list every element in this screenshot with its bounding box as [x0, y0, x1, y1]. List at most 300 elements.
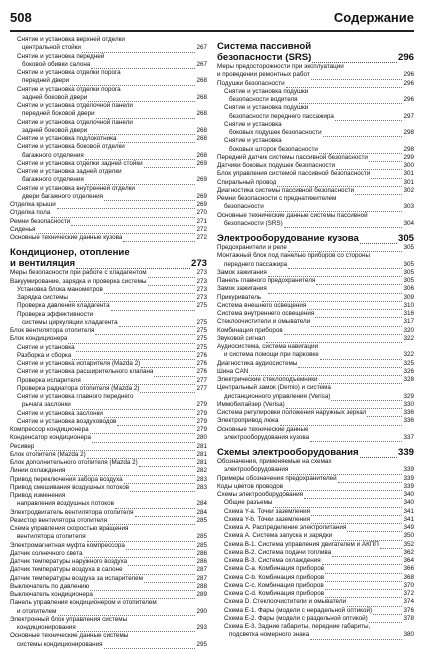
toc-entry[interactable]: [10, 143, 207, 151]
section-page-number: 296: [397, 52, 414, 63]
toc-entry-page: 368: [403, 573, 414, 581]
toc-entry[interactable]: [217, 170, 414, 178]
toc-entry[interactable]: [10, 86, 207, 94]
toc-entry[interactable]: [217, 269, 414, 277]
toc-entry[interactable]: [217, 516, 414, 524]
toc-entry[interactable]: [217, 335, 414, 343]
dot-leader: [323, 130, 403, 137]
toc-entry[interactable]: [10, 119, 207, 127]
toc-entry-title: Панель главного предохранителя: [217, 277, 316, 284]
toc-entry[interactable]: [217, 475, 414, 483]
toc-entry[interactable]: [10, 152, 207, 160]
toc-column-right: [217, 36, 414, 640]
toc-entry[interactable]: [217, 294, 414, 302]
page-header: [10, 8, 414, 30]
toc-entry-title: Отделка пола: [10, 209, 51, 217]
toc-entry-title: системы кондиционирования: [17, 640, 103, 648]
toc-entry[interactable]: [10, 36, 207, 44]
toc-entry-page: 306: [403, 285, 414, 293]
toc-entry-title: Схема E-3. Задние габариты, передние габариты,: [224, 623, 371, 630]
dot-leader: [128, 559, 195, 566]
toc-entry-page: 277: [196, 376, 207, 384]
toc-entry-title: Снятие и установка заслонки: [17, 409, 103, 417]
toc-entry[interactable]: [10, 102, 207, 110]
toc-entry[interactable]: [217, 154, 414, 162]
toc-entry[interactable]: [217, 565, 414, 573]
toc-entry[interactable]: [217, 220, 414, 228]
toc-entry-title: Датчик температуры наружного воздуха: [10, 558, 128, 565]
toc-entry[interactable]: [10, 451, 207, 459]
dot-leader: [119, 320, 196, 327]
toc-entry[interactable]: [217, 623, 414, 631]
toc-entry[interactable]: [217, 508, 414, 516]
toc-entry-title: системы циркуляции хладагента: [22, 318, 118, 326]
toc-entry[interactable]: [217, 310, 414, 318]
toc-entry[interactable]: [10, 294, 207, 302]
toc-entry-page: 364: [403, 557, 414, 564]
toc-entry[interactable]: [217, 71, 414, 79]
toc-entry-title: Меры безопасности при работе с хладагентом: [10, 269, 147, 277]
toc-entry[interactable]: [217, 244, 414, 252]
dot-leader: [311, 320, 402, 327]
toc-entry-title: Снятие и установка подлокотника: [17, 135, 117, 142]
toc-entry[interactable]: [217, 393, 414, 401]
toc-entry[interactable]: [10, 599, 207, 607]
toc-entry[interactable]: [217, 351, 414, 359]
toc-entry-page: 317: [403, 318, 414, 326]
toc-entry-title: Схема E-2. Фары (модели с раздельной оптикой): [224, 614, 368, 622]
toc-entry[interactable]: [217, 360, 414, 368]
dot-leader: [289, 468, 402, 475]
toc-entry[interactable]: [10, 185, 207, 193]
toc-entry[interactable]: [217, 631, 414, 639]
toc-entry-page: 271: [196, 217, 207, 225]
toc-entry-page: 336: [403, 417, 414, 425]
toc-entry-title: Конденсатор кондиционера: [10, 434, 91, 442]
dot-leader: [130, 485, 195, 492]
toc-entry[interactable]: [10, 591, 207, 599]
toc-entry-page: 285: [196, 533, 207, 541]
toc-entry[interactable]: [10, 278, 207, 286]
dot-leader: [360, 448, 397, 458]
toc-entry[interactable]: [10, 550, 207, 558]
toc-entry-page: 309: [403, 293, 414, 301]
toc-entry[interactable]: [10, 160, 207, 168]
dot-leader: [249, 369, 402, 376]
toc-entry[interactable]: [217, 557, 414, 565]
toc-entry[interactable]: [217, 285, 414, 293]
toc-entry-page: 273: [196, 269, 207, 277]
section-title-text: и вентиляция: [10, 258, 76, 270]
toc-entry[interactable]: [217, 615, 414, 623]
dot-leader: [280, 419, 403, 426]
dot-leader: [90, 584, 195, 591]
dot-leader: [36, 227, 195, 234]
toc-entry[interactable]: [217, 252, 414, 260]
toc-entry[interactable]: [217, 96, 414, 104]
toc-entry-page: 297: [403, 112, 414, 120]
toc-entry[interactable]: [10, 69, 207, 77]
toc-entry[interactable]: [217, 426, 414, 434]
toc-entry-title: Выключатель по давлению: [10, 582, 90, 590]
toc-entry-title: Блок дополнительного отопителя (Mazda 2): [10, 459, 138, 466]
toc-entry[interactable]: [10, 608, 207, 616]
toc-entry[interactable]: [217, 162, 414, 170]
toc-entry-title: безопасности (SRS): [224, 219, 283, 227]
dot-leader: [92, 436, 195, 443]
toc-entry-page: 374: [403, 598, 414, 606]
dot-leader: [124, 568, 196, 575]
toc-entry-title: Датчики боковых подушек безопасности: [217, 162, 335, 169]
toc-entry-page: 287: [196, 574, 207, 582]
toc-entry[interactable]: [217, 195, 414, 203]
dot-leader: [88, 95, 195, 102]
toc-entry[interactable]: [217, 302, 414, 310]
toc-entry-title: задней боковой двери: [22, 126, 88, 134]
toc-entry[interactable]: [217, 104, 414, 112]
dot-leader: [380, 542, 403, 549]
toc-entry[interactable]: [10, 201, 207, 209]
toc-entry-title: Основные технические данные системы пассивной: [217, 211, 368, 219]
toc-entry-page: 298: [403, 129, 414, 136]
toc-entry[interactable]: [10, 368, 207, 376]
toc-entry[interactable]: [217, 203, 414, 211]
dot-leader: [367, 410, 402, 417]
toc-entry[interactable]: [217, 179, 414, 187]
toc-entry[interactable]: [10, 500, 207, 508]
dot-leader: [347, 525, 402, 532]
toc-entry-title: Снятие и установка главного переднего: [17, 393, 134, 400]
toc-entry[interactable]: [10, 61, 207, 69]
toc-entry[interactable]: [217, 384, 414, 392]
dot-leader: [284, 221, 403, 228]
toc-entry-title: Снятие и установка расширительного клапана: [17, 368, 154, 376]
toc-entry-page: 340: [403, 491, 414, 498]
toc-entry-page: 281: [196, 450, 207, 458]
toc-entry[interactable]: [10, 632, 207, 640]
toc-entry[interactable]: [10, 426, 207, 434]
toc-entry-page: 283: [196, 475, 207, 483]
toc-entry[interactable]: [217, 137, 414, 145]
toc-entry-title: Снятие и установка отделочной панели: [17, 102, 133, 109]
toc-entry[interactable]: [217, 318, 414, 326]
toc-entry-title: электрооборудования: [224, 466, 289, 474]
toc-entry-page: 366: [403, 565, 414, 573]
toc-entry[interactable]: [10, 44, 207, 52]
section-heading: [217, 233, 414, 244]
dot-leader: [57, 202, 196, 209]
toc-entry-page: 341: [403, 507, 414, 515]
toc-entry[interactable]: [217, 368, 414, 376]
toc-entry[interactable]: [10, 484, 207, 492]
toc-entry[interactable]: [217, 113, 414, 121]
toc-entry[interactable]: [217, 549, 414, 557]
section-heading: [217, 447, 414, 458]
toc-entry[interactable]: [10, 401, 207, 409]
toc-entry-page: 268: [196, 93, 207, 101]
toc-entry-page: 320: [403, 326, 414, 334]
dot-leader: [299, 97, 403, 104]
toc-entry[interactable]: [10, 583, 207, 591]
toc-entry-title: Схема A. Распределение электропитания: [224, 524, 347, 531]
toc-entry[interactable]: [217, 524, 414, 532]
toc-entry[interactable]: [10, 410, 207, 418]
toc-entry-page: 268: [196, 135, 207, 142]
toc-entry[interactable]: [217, 491, 414, 499]
toc-entry[interactable]: [217, 607, 414, 615]
toc-entry-page: 273: [196, 277, 207, 285]
toc-entry[interactable]: [10, 418, 207, 426]
toc-entry-title: Вакуумирование, зарядка и проверка системы: [10, 277, 147, 285]
toc-entry[interactable]: [10, 335, 207, 343]
toc-entry-page: 296: [403, 96, 414, 103]
toc-entry-title: Замок зажигания: [217, 285, 267, 293]
toc-entry-title: Передний датчик системы пассивной безопасности: [217, 153, 368, 161]
toc-entry-title: Монтажный блок под панелью приборов со стороны: [217, 252, 371, 260]
toc-entry[interactable]: [10, 525, 207, 533]
toc-entry[interactable]: [217, 277, 414, 285]
toc-entry[interactable]: [217, 401, 414, 409]
toc-entry-title: Основные технические данные системы: [10, 632, 129, 640]
dot-leader: [262, 295, 402, 302]
toc-entry[interactable]: [10, 218, 207, 226]
toc-entry[interactable]: [10, 443, 207, 451]
toc-entry[interactable]: [10, 269, 207, 277]
dot-leader: [284, 484, 402, 491]
dot-leader: [85, 178, 196, 185]
toc-entry-title: Привод изменения: [10, 492, 66, 499]
toc-entry[interactable]: [217, 483, 414, 491]
dot-leader: [312, 53, 397, 63]
toc-entry-page: 279: [196, 409, 207, 417]
toc-entry[interactable]: [10, 616, 207, 624]
toc-entry-page: 281: [196, 442, 207, 450]
dot-leader: [319, 377, 403, 384]
toc-entry[interactable]: [10, 641, 207, 649]
toc-entry-title: Предохранители и реле: [217, 244, 287, 251]
toc-entry[interactable]: [10, 77, 207, 85]
toc-entry[interactable]: [217, 417, 414, 425]
dot-leader: [310, 633, 402, 640]
toc-entry-title: Резистор вентилятора отопителя: [10, 516, 108, 524]
toc-entry-title: Компрессор кондиционера: [10, 426, 89, 433]
toc-entry[interactable]: [217, 409, 414, 417]
section-title-text: безопасности (SRS): [217, 52, 312, 63]
toc-entry[interactable]: [10, 434, 207, 442]
toc-entry[interactable]: [10, 110, 207, 118]
toc-entry-title: Диагностика системы пассивной безопасности: [217, 186, 355, 194]
section-heading-line: [217, 233, 414, 244]
dot-leader: [288, 262, 402, 269]
section-title-text: Схемы электрооборудования: [217, 447, 359, 458]
toc-entry[interactable]: [10, 311, 207, 319]
toc-entry[interactable]: [10, 135, 207, 143]
toc-entry[interactable]: [10, 234, 207, 242]
dot-leader: [115, 502, 196, 509]
toc-entry-title: Ресивер: [10, 442, 35, 450]
toc-entry[interactable]: [10, 319, 207, 327]
dot-leader: [325, 575, 402, 582]
toc-entry[interactable]: [217, 146, 414, 154]
toc-entry-title: Снятие и установка подушки: [224, 87, 309, 95]
toc-entry-page: 285: [196, 541, 207, 549]
toc-entry[interactable]: [217, 327, 414, 335]
toc-entry-title: Электромагнитная муфта компрессора: [10, 541, 125, 549]
dot-leader: [35, 444, 195, 451]
toc-entry[interactable]: [217, 376, 414, 384]
toc-entry-page: 290: [196, 607, 207, 615]
toc-entry[interactable]: [217, 212, 414, 220]
toc-entry-title: Схема C-d. Комбинация приборов: [224, 590, 325, 597]
toc-entry[interactable]: [10, 127, 207, 135]
toc-entry-title: кондиционирования: [17, 624, 76, 631]
toc-entry-title: Схемы электрооборудования: [217, 491, 304, 498]
toc-entry[interactable]: [217, 499, 414, 507]
toc-entry[interactable]: [10, 327, 207, 335]
dot-leader: [360, 234, 397, 244]
toc-entry[interactable]: [217, 187, 414, 195]
toc-entry-page: 276: [196, 368, 207, 376]
toc-entry-title: Снятие и установка внутренней отделки: [17, 184, 135, 192]
toc-entry[interactable]: [10, 542, 207, 550]
dot-leader: [347, 600, 402, 607]
toc-entry[interactable]: [10, 533, 207, 541]
toc-entry[interactable]: [10, 558, 207, 566]
toc-entry-title: Схема D. Стеклоочистители и омыватели: [224, 598, 347, 606]
toc-entry[interactable]: [217, 598, 414, 606]
toc-entry[interactable]: [10, 377, 207, 385]
dot-leader: [319, 147, 403, 154]
dot-leader: [139, 460, 196, 467]
toc-entry-title: Привод смешивания воздушных потоков: [10, 483, 130, 491]
toc-entry-title: Снятие и установка испарителя (Mazda 2): [17, 360, 141, 367]
toc-entry[interactable]: [10, 509, 207, 517]
header-rule: [10, 30, 414, 32]
toc-entry-page: 370: [403, 581, 414, 589]
toc-entry[interactable]: [10, 624, 207, 632]
toc-entry-title: Снятие и установка: [224, 120, 282, 128]
toc-entry[interactable]: [217, 458, 414, 466]
toc-entry[interactable]: [217, 541, 414, 549]
toc-entry-page: 275: [196, 335, 207, 343]
toc-entry-page: 293: [196, 624, 207, 631]
toc-entry[interactable]: [217, 582, 414, 590]
toc-entry[interactable]: [10, 492, 207, 500]
toc-entry[interactable]: [217, 343, 414, 351]
toc-entry-page: 279: [196, 417, 207, 425]
toc-entry[interactable]: [217, 80, 414, 88]
dot-leader: [68, 337, 195, 344]
toc-entry-page: 326: [403, 367, 414, 375]
toc-entry-title: Диагностика аудиосистемы: [217, 359, 298, 367]
toc-entry-page: 329: [403, 392, 414, 400]
dot-leader: [148, 271, 196, 278]
toc-entry-page: 272: [196, 234, 207, 241]
toc-entry-page: 305: [403, 260, 414, 268]
dot-leader: [104, 287, 196, 294]
toc-entry[interactable]: [10, 459, 207, 467]
toc-entry[interactable]: [10, 566, 207, 574]
dot-leader: [88, 128, 195, 135]
toc-entry-title: Центральный замок (Demio) и система: [217, 384, 331, 392]
toc-entry[interactable]: [10, 467, 207, 475]
toc-entry[interactable]: [217, 88, 414, 96]
toc-entry[interactable]: [217, 532, 414, 540]
toc-entry[interactable]: [217, 574, 414, 582]
toc-entry-page: 288: [196, 582, 207, 590]
toc-entry[interactable]: [10, 53, 207, 61]
toc-entry[interactable]: [217, 466, 414, 474]
toc-entry[interactable]: [10, 302, 207, 310]
toc-entry-title: Снятие и установка отделки порога: [17, 85, 121, 93]
toc-entry[interactable]: [10, 385, 207, 393]
toc-entry[interactable]: [10, 360, 207, 368]
toc-entry[interactable]: [10, 226, 207, 234]
dot-leader: [141, 361, 195, 368]
toc-entry[interactable]: [10, 344, 207, 352]
dot-leader: [320, 353, 403, 360]
dot-leader: [311, 73, 403, 80]
toc-entry[interactable]: [10, 94, 207, 102]
toc-entry-title: Система внутреннего освещения: [217, 310, 315, 317]
toc-entry-title: Общие разъемы: [224, 499, 273, 507]
toc-entry[interactable]: [10, 517, 207, 525]
toc-entry-title: Схема A. Система запуска и зарядки: [224, 532, 333, 540]
toc-entry[interactable]: [10, 352, 207, 360]
toc-entry-page: 299: [403, 153, 414, 161]
dot-leader: [84, 551, 196, 558]
toc-entry-title: Система внешнего освещения: [217, 301, 307, 309]
toc-entry[interactable]: [10, 575, 207, 583]
toc-entry[interactable]: [10, 286, 207, 294]
toc-entry-title: Блок вентилятора отопителя: [10, 327, 95, 334]
toc-entry-page: 303: [403, 203, 414, 211]
dot-leader: [76, 259, 190, 269]
toc-entry-page: 276: [196, 351, 207, 359]
toc-entry[interactable]: [10, 209, 207, 217]
toc-entry-page: 337: [403, 433, 414, 441]
dot-leader: [304, 492, 402, 499]
toc-entry-page: 269: [196, 192, 207, 200]
toc-entry-page: 305: [403, 277, 414, 284]
toc-entry-page: 268: [196, 151, 207, 159]
toc-entry[interactable]: [217, 129, 414, 137]
toc-entry-title: Звуковой сигнал: [217, 334, 266, 342]
toc-entry-page: 287: [196, 566, 207, 574]
toc-entry[interactable]: [217, 121, 414, 129]
section-heading-line: [217, 447, 414, 458]
toc-entry[interactable]: [217, 261, 414, 269]
toc-column-left: [10, 36, 207, 649]
toc-entry[interactable]: [217, 434, 414, 442]
toc-entry-title: электрооборудования кузова: [224, 433, 310, 441]
toc-entry[interactable]: [217, 63, 414, 71]
toc-entry-title: безопасности водителя: [229, 96, 298, 103]
toc-entry[interactable]: [10, 393, 207, 401]
toc-entry[interactable]: [10, 176, 207, 184]
toc-entry[interactable]: [10, 193, 207, 201]
toc-entry-title: Шина CAN: [217, 367, 249, 375]
toc-entry[interactable]: [217, 590, 414, 598]
dot-leader: [77, 625, 196, 632]
toc-entry-page: 272: [196, 225, 207, 233]
dot-leader: [95, 328, 195, 335]
toc-entry-title: Установка блока манометров: [17, 285, 103, 293]
toc-entry[interactable]: [10, 168, 207, 176]
toc-entry-title: Коды цветов проводов: [217, 482, 284, 490]
toc-entry[interactable]: [10, 476, 207, 484]
toc-entry-page: 328: [403, 376, 414, 383]
